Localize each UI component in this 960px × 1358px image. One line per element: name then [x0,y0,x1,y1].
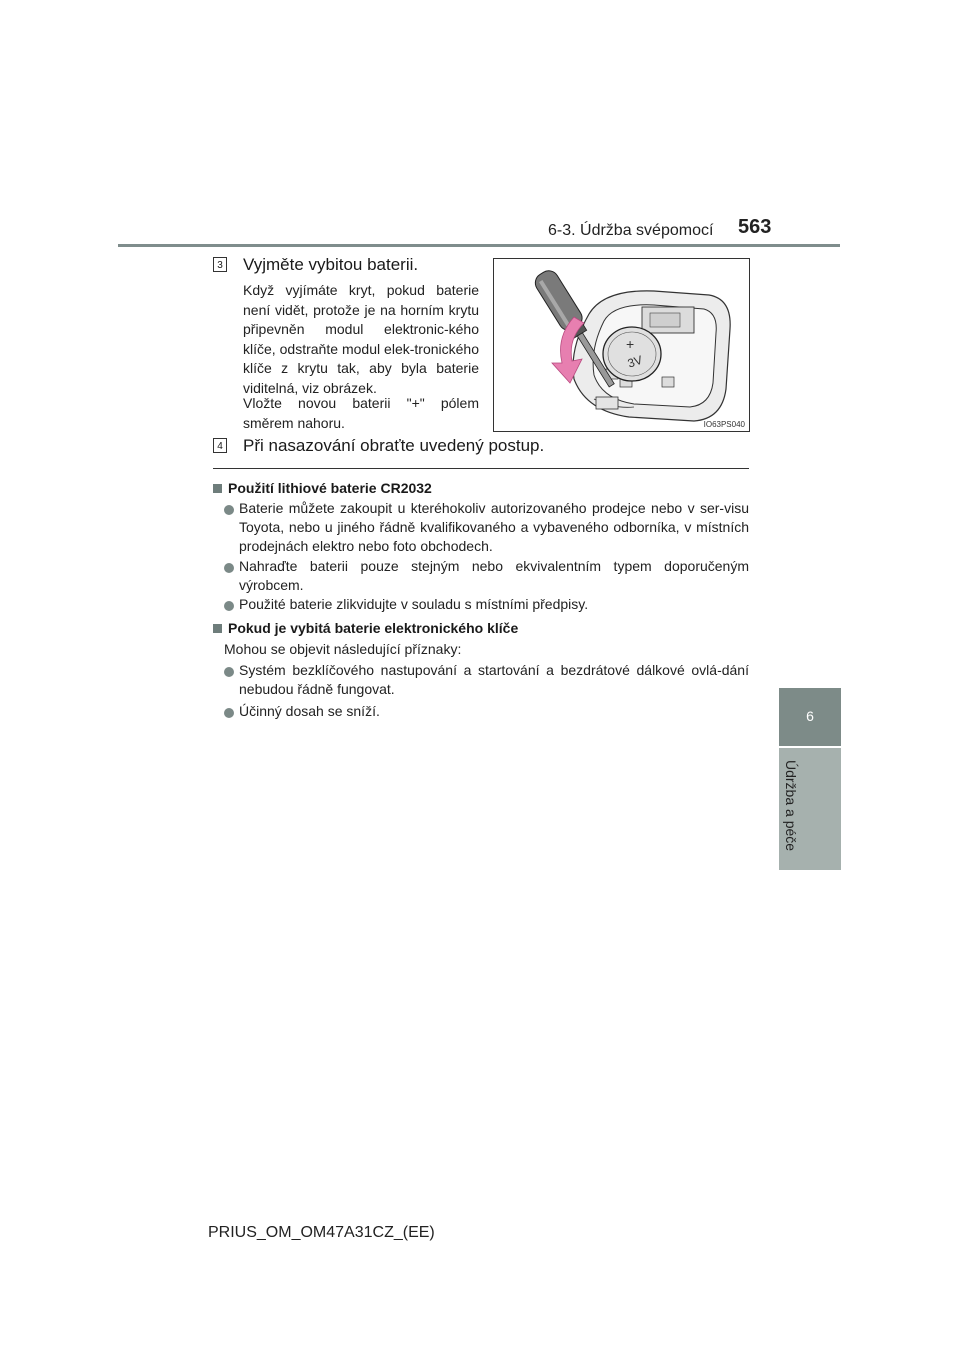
section-title [213,480,432,496]
circle-bullet-icon [224,563,234,573]
bullet-text: Nahraďte baterii pouze stejným nebo ekvivalentním typem doporučeným výrobcem. [239,558,749,593]
section-title [213,620,518,636]
battery-replacement-figure [493,258,750,432]
bullet-text: Baterie můžete zakoupit u kteréhokoliv autorizovaného prodejce nebo v ser-visu Toyota, nebo u jiného řádně kvalifikovaného a vybaveného odborníka, v místních prodejnách elektro nebo foto obchodech. [239,500,749,554]
footer-doc-code: PRIUS_OM_OM47A31CZ_(EE) [208,1224,435,1241]
step-paragraph: Když vyjímáte kryt, pokud baterie není vidět, protože je na horním krytu připevněn modul elektronic-kého klíče, odstraňte modul elek-tronického klíče z krytu tak, aby byla baterie viditelná, viz obrázek. [243,282,479,396]
battery-plus-label: + [626,336,635,352]
section-title-text: Použití lithiové baterie CR2032 [228,480,432,496]
circle-bullet-icon [224,667,234,677]
header-rule [118,244,840,247]
square-bullet-icon [213,484,222,493]
battery-voltage-label: 3V [625,352,645,371]
step-paragraph: Vložte novou baterii "+" pólem směrem nahoru. [243,395,479,431]
key-battery-illustration [494,259,750,432]
step-number-box: 4 [213,438,227,453]
side-tab-label: Údržba a péče [783,760,799,852]
side-tab-number: 6 [806,708,814,724]
step-title: Vyjměte vybitou baterii. [243,255,419,274]
circle-bullet-icon [224,708,234,718]
header-section-title: 6-3. Údržba svépomocí [548,222,714,239]
step-number-box: 3 [213,257,227,272]
square-bullet-icon [213,624,222,633]
section-intro: Mohou se objevit následující příznaky: [224,641,462,657]
page-number: 563 [738,216,772,238]
bullet-text: Použité baterie zlikvidujte v souladu s místními předpisy. [239,596,589,612]
step-title: Při nasazování obraťte uvedený postup. [243,436,545,455]
bullet-text: Účinný dosah se sníží. [239,703,380,719]
figure-code: IO63PS040 [703,420,745,429]
bullet-text: Systém bezklíčového nastupování a startování a bezdrátové dálkové ovlá-dání nebudou řádně fungovat. [239,662,749,697]
section-title-text: Pokud je vybitá baterie elektronického klíče [228,620,519,636]
section-divider [213,468,749,469]
circle-bullet-icon [224,505,234,515]
circle-bullet-icon [224,601,234,611]
